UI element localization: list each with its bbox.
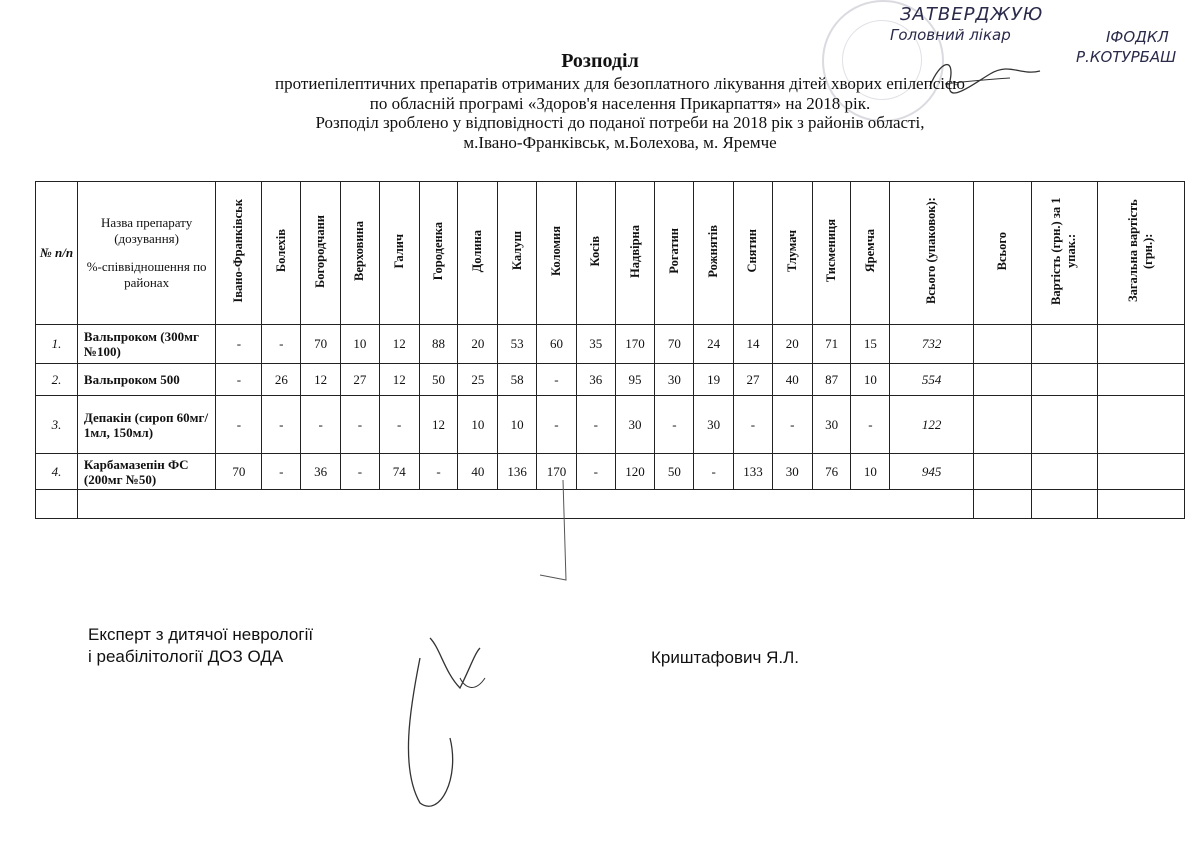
table-cell: 170: [615, 325, 655, 364]
table-cell: 30: [615, 396, 655, 454]
table-cell: -: [772, 396, 812, 454]
header-district: Калуш: [498, 182, 537, 325]
header-district: Яремча: [851, 182, 890, 325]
header-district: Снятин: [734, 182, 773, 325]
table-cell: 30: [694, 396, 734, 454]
table-cell: [974, 325, 1032, 364]
header-district: Івано-Франківськ: [216, 182, 262, 325]
table-cell: 732: [890, 325, 974, 364]
table-cell: [36, 490, 78, 519]
table-cell: [1097, 325, 1184, 364]
table-row: [36, 364, 1185, 396]
table-cell: 12: [301, 364, 341, 396]
expert-name: Криштафович Я.Л.: [651, 648, 799, 667]
table-cell: 40: [772, 364, 812, 396]
table-cell: 10: [458, 396, 498, 454]
table-cell: 35: [576, 325, 615, 364]
table-cell: 70: [216, 454, 262, 490]
header-district: Верховина: [341, 182, 380, 325]
table-cell: 1.: [36, 325, 78, 364]
table-cell: 50: [655, 454, 694, 490]
table-cell: [1031, 490, 1097, 519]
approval-line-4: Р.КОТУРБАШ: [1076, 48, 1177, 66]
table-cell: 74: [379, 454, 419, 490]
table-cell: 554: [890, 364, 974, 396]
table-cell: 120: [615, 454, 655, 490]
table-cell: 20: [458, 325, 498, 364]
table-cell: [974, 454, 1032, 490]
subtitle-line-4: м.Івано-Франківськ, м.Болехова, м. Яремче: [463, 132, 777, 152]
table-cell: 36: [301, 454, 341, 490]
table-cell: Депакін (сироп 60мг/ 1мл, 150мл): [77, 396, 215, 454]
table-cell: 19: [694, 364, 734, 396]
subtitle-line-2: по обласній програмі «Здоров'я населення Прикарпаття» на 2018 рік.: [369, 93, 871, 113]
subtitle-line-3: Розподіл зроблено у відповідності до поданої потреби на 2018 рік з районів області,: [315, 113, 925, 132]
table-cell: -: [262, 396, 301, 454]
table-empty-row: [36, 490, 1185, 519]
table-cell: 170: [537, 454, 577, 490]
table-cell: [1097, 396, 1184, 454]
table-cell: 53: [498, 325, 537, 364]
table-cell: 60: [537, 325, 577, 364]
table-cell: Карбамазепін ФС (200мг №50): [77, 454, 215, 490]
expert-signature: [380, 618, 510, 818]
table-cell: [1031, 454, 1097, 490]
table-cell: 12: [379, 325, 419, 364]
table-cell: 20: [772, 325, 812, 364]
approval-line-3: ІФОДКЛ: [1106, 28, 1169, 46]
table-cell: 26: [262, 364, 301, 396]
table-cell: 58: [498, 364, 537, 396]
table-cell: 95: [615, 364, 655, 396]
table-cell: -: [694, 454, 734, 490]
table-cell: [974, 396, 1032, 454]
header-district: Надвірна: [615, 182, 655, 325]
header-district: Болехів: [262, 182, 301, 325]
table-cell: 70: [301, 325, 341, 364]
table-cell: -: [379, 396, 419, 454]
table-cell: -: [734, 396, 773, 454]
table-cell: -: [216, 364, 262, 396]
table-cell: -: [262, 325, 301, 364]
subtitle-line-1: протиепілептичних препаратів отриманих для безоплатного лікування дітей хворих епілепсією: [275, 74, 965, 93]
header-district: Тлумач: [772, 182, 812, 325]
header-number: № п/п: [36, 182, 78, 325]
header-total: Всього: [974, 182, 1032, 325]
table-cell: -: [576, 396, 615, 454]
table-cell: 10: [851, 454, 890, 490]
table-cell: 14: [734, 325, 773, 364]
header-district: Рожнятів: [694, 182, 734, 325]
header-district: Косів: [576, 182, 615, 325]
header-district: Тисмениця: [812, 182, 851, 325]
table-cell: [1031, 325, 1097, 364]
table-cell: [974, 490, 1032, 519]
table-cell: -: [341, 396, 380, 454]
table-cell: 12: [419, 396, 458, 454]
header-drug-name: [77, 182, 215, 325]
table-cell: 133: [734, 454, 773, 490]
table-cell: [77, 490, 973, 519]
table-cell: -: [419, 454, 458, 490]
table-cell: 88: [419, 325, 458, 364]
table-cell: 4.: [36, 454, 78, 490]
document-title: Розподіл: [561, 50, 639, 72]
header-percent-label: %-співвідношення по районах: [86, 259, 207, 290]
table-cell: 2.: [36, 364, 78, 396]
header-district: Рогатин: [655, 182, 694, 325]
table-cell: 10: [341, 325, 380, 364]
table-cell: 122: [890, 396, 974, 454]
table-cell: -: [341, 454, 380, 490]
header-total-cost: Загальна вартість (грн.):: [1097, 182, 1184, 325]
header-district: Богородчани: [301, 182, 341, 325]
approval-line-1: ЗАТВЕРДЖУЮ: [900, 4, 1044, 25]
header-district: Галич: [379, 182, 419, 325]
table-cell: 30: [812, 396, 851, 454]
expert-line-1: Експерт з дитячої неврології: [88, 625, 314, 644]
expert-line-2: і реабілітології ДОЗ ОДА: [88, 647, 284, 666]
table-cell: 945: [890, 454, 974, 490]
table-cell: 25: [458, 364, 498, 396]
header-district: Коломия: [537, 182, 577, 325]
table-cell: [1097, 364, 1184, 396]
document-subtitle: [180, 74, 1060, 152]
table-row: [36, 325, 1185, 364]
table-cell: 10: [498, 396, 537, 454]
table-cell: 30: [772, 454, 812, 490]
table-cell: -: [576, 454, 615, 490]
table-cell: 50: [419, 364, 458, 396]
table-cell: -: [262, 454, 301, 490]
table-cell: [974, 364, 1032, 396]
table-cell: 3.: [36, 396, 78, 454]
table-cell: [1097, 490, 1184, 519]
header-total-packs: Всього (упаковок):: [890, 182, 974, 325]
table-cell: 76: [812, 454, 851, 490]
table-cell: -: [216, 396, 262, 454]
table-cell: 71: [812, 325, 851, 364]
table-cell: 36: [576, 364, 615, 396]
table-cell: 40: [458, 454, 498, 490]
table-cell: -: [655, 396, 694, 454]
header-district: Городенка: [419, 182, 458, 325]
table-cell: 27: [734, 364, 773, 396]
table-cell: 136: [498, 454, 537, 490]
table-cell: -: [301, 396, 341, 454]
header-price: Вартість (грн.) за 1 упак.:: [1031, 182, 1097, 325]
table-cell: 27: [341, 364, 380, 396]
table-cell: [1031, 364, 1097, 396]
header-district: Долина: [458, 182, 498, 325]
table-cell: Вальпроком 500: [77, 364, 215, 396]
table-row: [36, 454, 1185, 490]
table-cell: 10: [851, 364, 890, 396]
table-cell: 12: [379, 364, 419, 396]
table-cell: 70: [655, 325, 694, 364]
table-header-row: [36, 182, 1185, 325]
expert-label: [88, 624, 313, 668]
table-cell: -: [537, 396, 577, 454]
table-row: [36, 396, 1185, 454]
table-cell: -: [216, 325, 262, 364]
table-cell: [1097, 454, 1184, 490]
table-cell: [1031, 396, 1097, 454]
distribution-table: [35, 181, 1185, 519]
table-cell: 24: [694, 325, 734, 364]
table-cell: 15: [851, 325, 890, 364]
approval-line-2: Головний лікар: [890, 26, 1011, 44]
table-cell: 30: [655, 364, 694, 396]
table-cell: -: [537, 364, 577, 396]
table-cell: 87: [812, 364, 851, 396]
table-cell: -: [851, 396, 890, 454]
table-cell: Вальпроком (300мг №100): [77, 325, 215, 364]
header-name-label: Назва препарату (дозування): [101, 215, 193, 246]
